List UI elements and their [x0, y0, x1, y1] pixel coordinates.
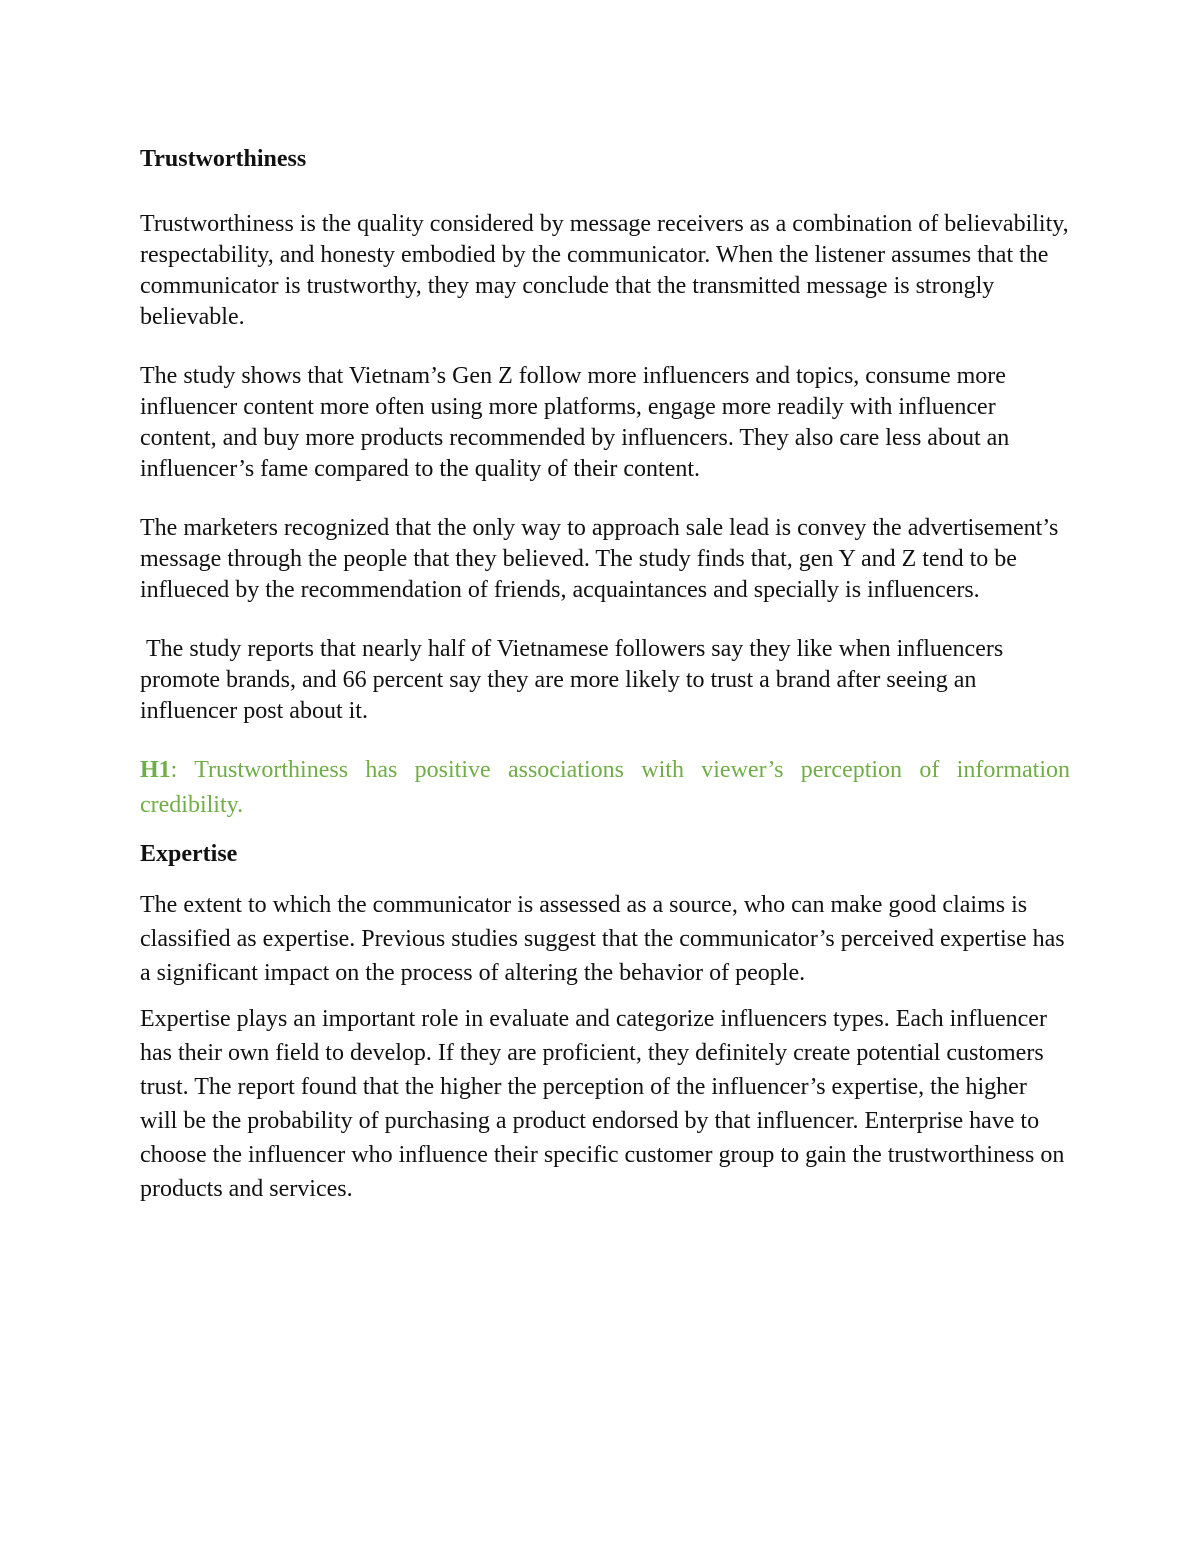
section-heading-expertise: Expertise	[140, 841, 238, 867]
hypothesis-label: H1	[140, 757, 171, 783]
paragraph-followers-report-text: The study reports that nearly half of Vietnamese followers say they like when influencers promote brands, and 66 percent say they are more likely to trust a brand after seeing an influencer post about it.	[140, 636, 1004, 724]
paragraph-marketers: The marketers recognized that the only way to approach sale lead is convey the advertisement’s message through the people that they believed. The study finds that, gen Y and Z tend to be influeced by the recommendation of friends, acquaintances and specially is influencers.	[140, 515, 1059, 603]
paragraph-gen-z-study: The study shows that Vietnam’s Gen Z follow more influencers and topics, consume more influencer content more often using more platforms, engage more readily with influencer content, and buy more products recommended by influencers. They also care less about an influencer’s fame compared to the quality of their content.	[140, 363, 1010, 482]
paragraph-trustworthiness-definition: Trustworthiness is the quality considered by message receivers as a combination of believability, respectability, and honesty embodied by the communicator. When the listener assumes that the communicator is trustworthy, they may conclude that the transmitted message is strongly believable.	[140, 211, 1069, 330]
hypothesis-text: : Trustworthiness has positive associations with viewer’s perception of information credibility.	[140, 757, 1070, 818]
document-page	[140, 140, 1070, 1206]
paragraph-expertise-role: Expertise plays an important role in evaluate and categorize influencers types. Each influencer has their own field to develop. If they are proficient, they definitely create potential customers trust. The report found that the higher the perception of the influencer’s expertise, the higher will be the probability of purchasing a product endorsed by that influencer. Enterprise have to choose the influencer who influence their specific customer group to gain the trustworthiness on products and services.	[140, 1006, 1065, 1202]
paragraph-followers-report	[140, 634, 1070, 727]
section-heading-trustworthiness: Trustworthiness	[140, 146, 307, 172]
paragraph-expertise-definition: The extent to which the communicator is assessed as a source, who can make good claims is classified as expertise. Previous studies suggest that the communicator’s perceived expertise has a significant impact on the process of altering the behavior of people.	[140, 892, 1065, 986]
hypothesis-h1	[140, 753, 1070, 823]
